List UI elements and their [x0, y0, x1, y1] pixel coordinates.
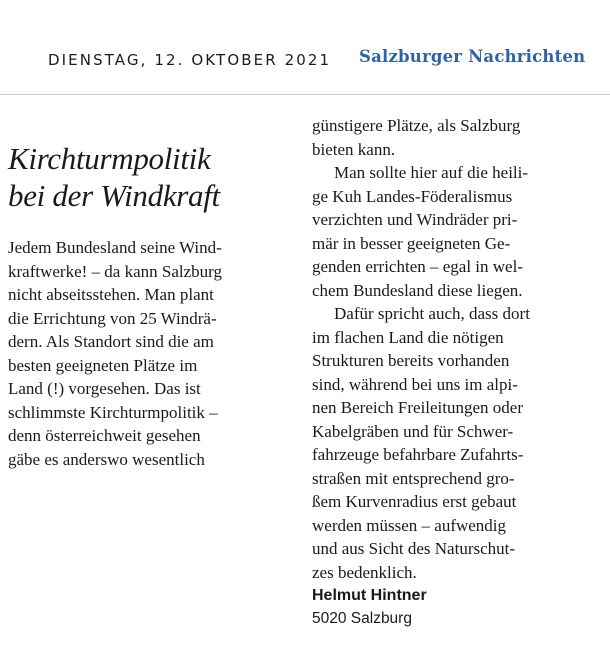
text-line: Kabelgräben und für Schwer- [312, 421, 514, 441]
text-line: genden errichten – egal in wel- [312, 257, 523, 276]
text-line: Jedem Bundesland seine Wind- [8, 238, 222, 257]
newspaper-masthead-logo: Salzburger Nachrichten [359, 47, 586, 66]
text-line: denn österreichweit gesehen [8, 426, 201, 445]
text-line: sind, während bei uns im alpi- [312, 374, 518, 394]
text-line: bieten kann. [312, 139, 396, 159]
article-left-column [8, 140, 298, 471]
text-line: im flachen Land die nötigen [312, 327, 504, 347]
text-line: werden müssen – aufwendig [312, 515, 507, 535]
header-divider [0, 94, 610, 95]
text-line: nicht abseitsstehen. Man plant [8, 285, 214, 304]
text-line: die Errichtung von 25 Windrä- [8, 308, 217, 328]
author-name: Helmut Hintner [312, 587, 427, 604]
text-line: dern. Als Standort sind die am [8, 332, 214, 351]
text-line: nen Bereich Freileitungen oder [312, 398, 524, 417]
article-right-column [312, 114, 602, 631]
text-line: Dafür spricht auch, dass dort [334, 304, 530, 323]
page-header [48, 48, 593, 78]
headline-line: bei der Windkraft [8, 178, 220, 213]
text-line: ßem Kurvenradius erst gebaut [312, 492, 517, 511]
text-line: chem Bundesland diese liegen. [312, 280, 523, 300]
text-line: fahrzeuge befahrbare Zufahrts- [312, 445, 524, 464]
paragraph-3 [312, 302, 602, 584]
headline-line: Kirchturmpolitik [8, 141, 211, 176]
article-body-left [8, 236, 298, 471]
text-line: besten geeigneten Plätze im [8, 355, 198, 375]
author-location: 5020 Salzburg [312, 610, 412, 627]
article-headline [8, 140, 298, 214]
text-line: Strukturen bereits vorhanden [312, 351, 510, 370]
text-line: zes bedenklich. [312, 562, 417, 582]
paragraph-2 [312, 161, 602, 302]
paragraph-1 [312, 114, 602, 161]
date-line: DIENSTAG, 12. OKTOBER 2021 [48, 51, 332, 69]
text-line: ge Kuh Landes-Föderalismus [312, 186, 513, 206]
text-line: straßen mit entsprechend gro- [312, 468, 515, 488]
text-line: gäbe es anderswo wesentlich [8, 449, 205, 469]
text-line: verzichten und Windräder pri- [312, 210, 518, 229]
text-line: mär in besser geeigneten Ge- [312, 233, 511, 253]
text-line: kraftwerke! – da kann Salzburg [8, 261, 222, 281]
text-line: Man sollte hier auf die heili- [334, 163, 529, 182]
text-line: und aus Sicht des Naturschut- [312, 539, 516, 558]
text-line: günstigere Plätze, als Salzburg [312, 116, 521, 135]
text-line: Land (!) vorgesehen. Das ist [8, 379, 201, 398]
text-line: schlimmste Kirchturmpolitik – [8, 402, 218, 422]
